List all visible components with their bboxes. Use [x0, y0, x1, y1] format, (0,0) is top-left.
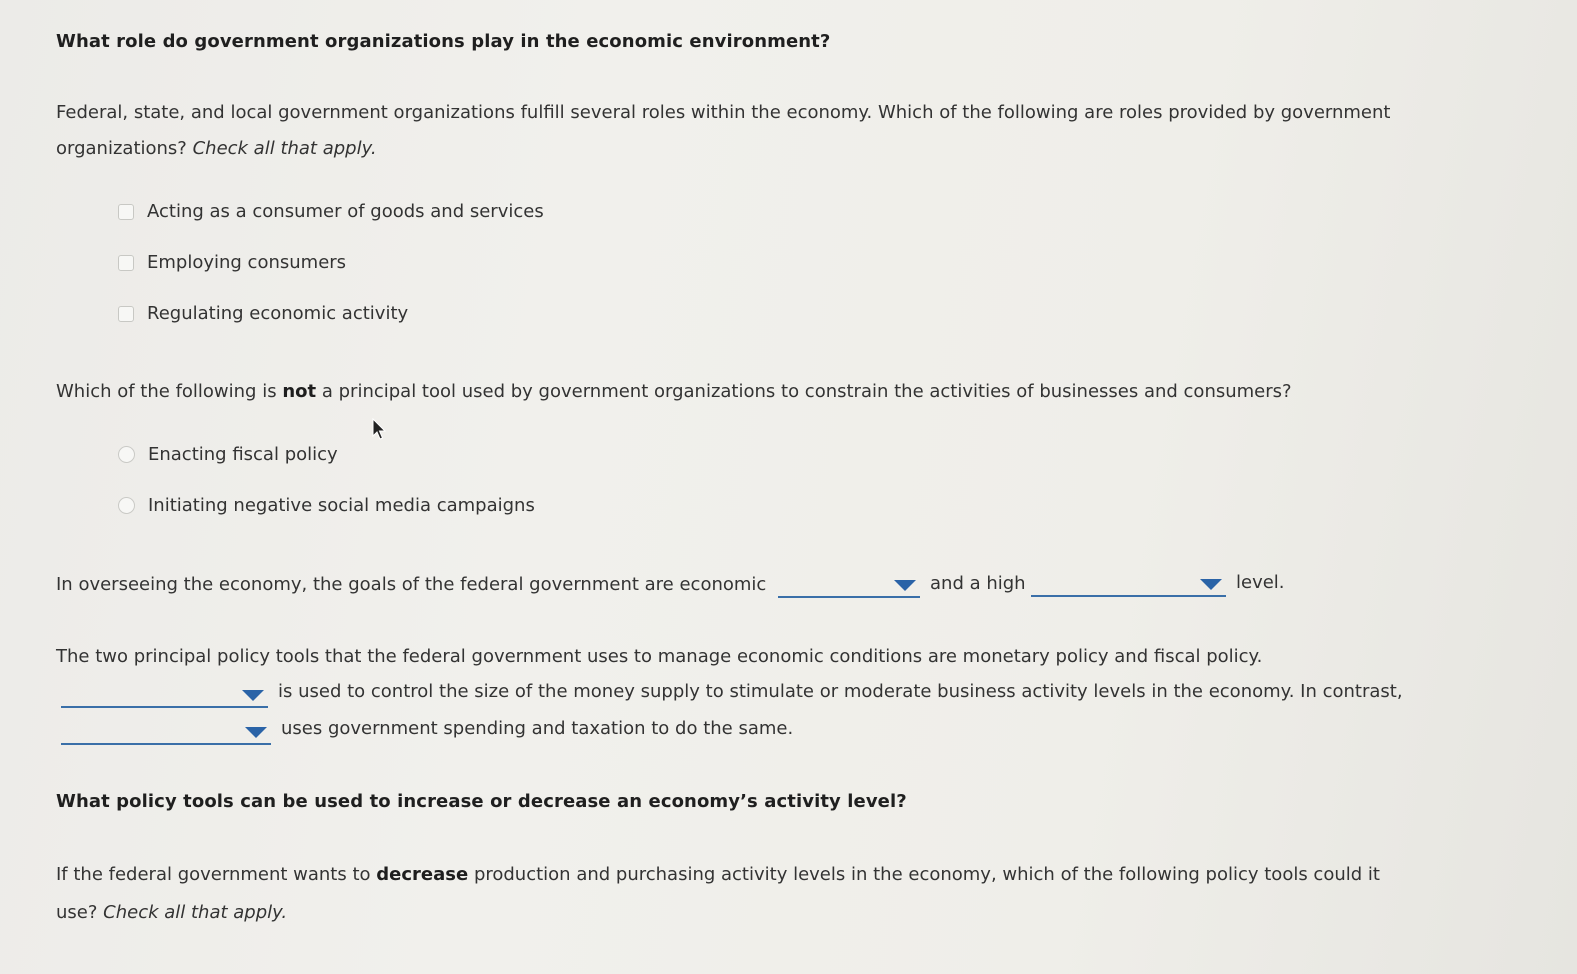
fiscal-tool-dropdown[interactable] [61, 721, 271, 745]
checkbox[interactable] [118, 306, 134, 322]
checkbox[interactable] [118, 255, 134, 271]
roles-question-line2 [56, 131, 1476, 167]
tool-question-suffix: a principal tool used by government organizations to constrain the activities of businesses and consumers? [321, 381, 1292, 402]
decrease-question-line2 [56, 894, 1476, 932]
goals-sentence-middle: and a high [930, 573, 1026, 594]
chevron-down-icon[interactable] [894, 580, 916, 591]
checkbox-option-label: Acting as a consumer of goods and services [147, 201, 544, 222]
high-level-dropdown[interactable] [1031, 573, 1226, 597]
goals-sentence-prefix: In overseeing the economy, the goals of the federal government are economic [56, 574, 767, 595]
monetary-tool-dropdown[interactable] [61, 684, 268, 708]
section-heading-policy-tools: What policy tools can be used to increase or decrease an economy’s activity level? [56, 791, 907, 812]
check-all-instruction: Check all that apply. [103, 902, 288, 923]
decrease-question-line1 [56, 856, 1476, 894]
checkbox-option-label: Regulating economic activity [147, 303, 409, 324]
radio-button[interactable] [118, 446, 135, 463]
decrease-question-line2-text: use? [56, 902, 98, 923]
roles-question-line1: Federal, state, and local government organizations fulfill several roles within the economy. Which of the following are roles provided by government [56, 102, 1391, 123]
tool-question-emphasis: not [282, 381, 317, 402]
decrease-question-text [56, 856, 1476, 932]
decrease-emphasis: decrease [376, 864, 469, 885]
radio-option-social-media[interactable] [118, 495, 535, 516]
chevron-down-icon[interactable] [1200, 579, 1222, 590]
money-supply-sentence: is used to control the size of the money supply to stimulate or moderate business activity levels in the economy. In contrast, [278, 681, 1403, 702]
goals-sentence-suffix: level. [1236, 572, 1285, 593]
checkbox[interactable] [118, 204, 134, 220]
decrease-question-suffix: production and purchasing activity levels in the economy, which of the following policy tools could it [473, 864, 1380, 885]
radio-button[interactable] [118, 497, 135, 514]
policy-tools-intro: The two principal policy tools that the federal government uses to manage economic conditions are monetary policy and fiscal policy. [56, 646, 1263, 667]
checkbox-option-consumer[interactable] [118, 201, 544, 222]
checkbox-option-label: Employing consumers [147, 252, 347, 273]
checkbox-option-employing[interactable] [118, 252, 346, 273]
section-heading-government-role: What role do government organizations play in the economic environment? [56, 31, 831, 52]
radio-option-fiscal-policy[interactable] [118, 444, 338, 465]
chevron-down-icon[interactable] [242, 690, 264, 701]
radio-option-label: Initiating negative social media campaigns [148, 495, 535, 516]
decrease-question-prefix: If the federal government wants to [56, 864, 371, 885]
check-all-instruction: Check all that apply. [192, 138, 377, 159]
spending-taxation-sentence: uses government spending and taxation to do the same. [281, 718, 794, 739]
roles-question-text [56, 95, 1476, 167]
radio-option-label: Enacting fiscal policy [148, 444, 338, 465]
tool-question-text [56, 381, 1292, 402]
chevron-down-icon[interactable] [245, 727, 267, 738]
checkbox-option-regulating[interactable] [118, 303, 408, 324]
roles-question-line2-text: organizations? [56, 138, 187, 159]
economic-goal-dropdown[interactable] [778, 574, 920, 598]
mouse-pointer-icon [372, 418, 388, 442]
tool-question-prefix: Which of the following is [56, 381, 277, 402]
